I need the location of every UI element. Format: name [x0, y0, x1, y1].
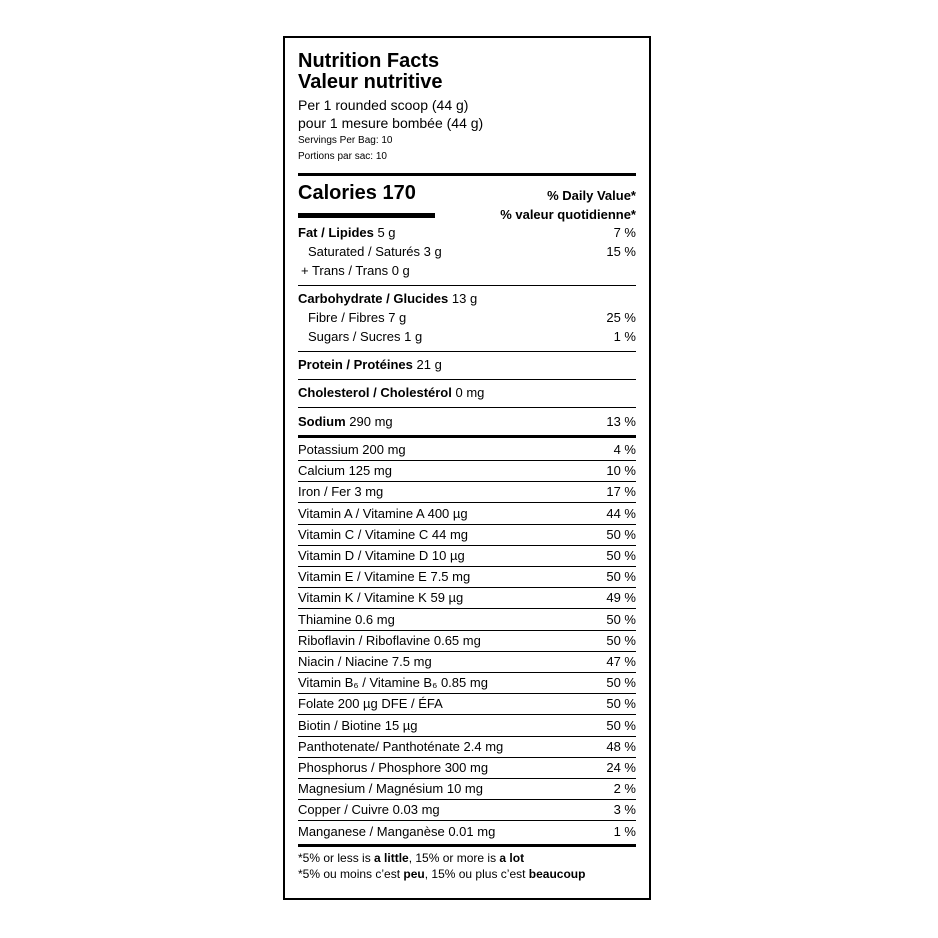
micronutrient-label: Vitamin D / Vitamine D 10 µg [298, 548, 465, 563]
saturated-row [298, 244, 636, 260]
micronutrient-label: Phosphorus / Phosphore 300 mg [298, 760, 489, 775]
micronutrient-percent: 49 % [606, 590, 636, 606]
micronutrient-label: Magnesium / Magnésium 10 mg [298, 781, 483, 797]
sugars-row [298, 329, 636, 345]
daily-value-english: % Daily Value* [547, 188, 636, 203]
micronutrient-percent: 50 % [606, 675, 636, 691]
fibre-percent: 25 % [606, 310, 636, 325]
fat-amount: 5 g [377, 225, 396, 240]
saturated-percent: 15 % [606, 244, 636, 259]
divider [298, 714, 636, 715]
trans-amount: 0 g [391, 263, 410, 278]
divider [298, 608, 636, 609]
micronutrient-label: Vitamin K / Vitamine K 59 µg [298, 590, 464, 606]
carbohydrate-amount: 13 g [451, 291, 478, 306]
serving-size-french: pour 1 mesure bombée (44 g) [298, 115, 484, 131]
sodium-row [298, 414, 636, 430]
cholesterol-row [298, 385, 636, 401]
servings-per-bag-english: Servings Per Bag: 10 [298, 135, 393, 146]
micronutrient-percent: 50 % [606, 632, 636, 648]
micronutrient-label: Manganese / Manganèse 0.01 mg [298, 823, 496, 839]
divider [298, 566, 636, 567]
divider [298, 778, 636, 779]
micronutrient-row [298, 506, 636, 522]
servings-per-bag-french: Portions par sac: 10 [298, 151, 387, 162]
fibre-row [298, 310, 636, 326]
micronutrient-percent: 47 % [606, 654, 636, 669]
micronutrient-row [298, 802, 636, 818]
micronutrient-row [298, 612, 636, 628]
micronutrient-percent: 17 % [606, 484, 636, 500]
micronutrient-row [298, 739, 636, 755]
sodium-label: Sodium [298, 414, 346, 429]
micronutrient-percent: 50 % [606, 569, 636, 585]
micronutrient-label: Calcium 125 mg [298, 463, 392, 479]
serving-size-english: Per 1 rounded scoop (44 g) [298, 97, 469, 113]
micronutrient-row [298, 590, 636, 606]
divider [298, 651, 636, 652]
daily-value-heading [500, 186, 636, 224]
micronutrient-label: Copper / Cuivre 0.03 mg [298, 802, 440, 818]
fat-percent: 7 % [613, 225, 636, 240]
micronutrient-label: Thiamine 0.6 mg [298, 611, 395, 627]
cholesterol-amount: 0 mg [455, 385, 485, 400]
divider [298, 630, 636, 631]
divider [298, 481, 636, 482]
micronutrient-label: Vitamin B₆ / Vitamine B₆ 0.85 mg [298, 675, 488, 691]
divider [298, 757, 636, 758]
micronutrient-label: Panthotenate/ Panthoténate 2.4 mg [298, 738, 504, 754]
title-french: Valeur nutritive [298, 71, 443, 93]
micronutrient-percent: 50 % [606, 548, 636, 563]
micronutrient-percent: 1 % [613, 823, 636, 839]
sugars-label: Sugars / Sucres [308, 329, 401, 344]
trans-label: + Trans / Trans [301, 263, 389, 278]
micronutrient-row [298, 548, 636, 564]
divider [298, 407, 636, 408]
micronutrient-percent: 48 % [606, 738, 636, 754]
footnote-french: *5% ou moins c’est peu, 15% ou plus c’est beaucoup [298, 867, 586, 881]
saturated-label: Saturated / Saturés [308, 244, 421, 259]
micronutrient-label: Potassium 200 mg [298, 442, 406, 457]
micronutrient-row [298, 569, 636, 585]
title-english: Nutrition Facts [298, 50, 440, 72]
thick-rule-bottom [298, 844, 636, 847]
micronutrient-row [298, 484, 636, 500]
micronutrient-row [298, 824, 636, 840]
divider [298, 587, 636, 588]
calories-label: Calories [298, 182, 377, 204]
micronutrient-row [298, 781, 636, 797]
micronutrient-label: Vitamin E / Vitamine E 7.5 mg [298, 569, 471, 585]
micronutrient-label: Vitamin A / Vitamine A 400 µg [298, 505, 468, 521]
micronutrient-percent: 44 % [606, 505, 636, 521]
micronutrient-row [298, 654, 636, 670]
divider [298, 736, 636, 737]
calories-value: 170 [382, 182, 416, 204]
micronutrient-row [298, 463, 636, 479]
micronutrient-percent: 4 % [613, 442, 636, 457]
micronutrient-label: Iron / Fer 3 mg [298, 484, 384, 500]
micronutrient-row [298, 675, 636, 691]
micronutrient-percent: 50 % [606, 717, 636, 733]
sodium-percent: 13 % [606, 414, 636, 429]
fibre-amount: 7 g [388, 310, 407, 325]
sugars-percent: 1 % [613, 329, 636, 344]
micronutrient-percent: 50 % [606, 611, 636, 627]
sugars-amount: 1 g [404, 329, 423, 344]
micronutrient-row [298, 442, 636, 458]
divider [298, 351, 636, 352]
divider [298, 379, 636, 380]
micronutrient-label: Riboflavin / Riboflavine 0.65 mg [298, 632, 481, 648]
micronutrient-percent: 50 % [606, 696, 636, 712]
micronutrient-percent: 10 % [606, 463, 636, 479]
divider [298, 693, 636, 694]
micronutrient-percent: 2 % [613, 781, 636, 797]
calories-underline [298, 213, 435, 218]
micronutrient-label: Biotin / Biotine 15 µg [298, 717, 418, 733]
protein-amount: 21 g [416, 357, 442, 372]
divider [298, 285, 636, 286]
daily-value-french: % valeur quotidienne* [500, 207, 636, 222]
micronutrient-label: Niacin / Niacine 7.5 mg [298, 654, 432, 669]
calories-heading [298, 182, 416, 205]
saturated-amount: 3 g [423, 244, 442, 259]
carbohydrate-row [298, 291, 636, 307]
fibre-label: Fibre / Fibres [308, 310, 385, 325]
footnote-english: *5% or less is a little, 15% or more is a lot [298, 851, 525, 865]
divider [298, 524, 636, 525]
cholesterol-label: Cholesterol / Cholestérol [298, 385, 452, 400]
carbohydrate-label: Carbohydrate / Glucides [298, 291, 449, 306]
micronutrient-percent: 3 % [613, 802, 636, 818]
thick-rule-top [298, 173, 636, 176]
micronutrient-row [298, 696, 636, 712]
micronutrient-row [298, 527, 636, 543]
micronutrient-row [298, 718, 636, 734]
nutrition-facts-label [283, 36, 651, 900]
trans-row [298, 263, 636, 279]
micronutrient-percent: 24 % [606, 760, 636, 775]
divider [298, 672, 636, 673]
divider [298, 502, 636, 503]
divider [298, 799, 636, 800]
micronutrient-label: Folate 200 µg DFE / ÉFA [298, 696, 443, 712]
divider [298, 545, 636, 546]
divider [298, 460, 636, 461]
protein-row [298, 357, 636, 373]
protein-label: Protein / Protéines [298, 357, 413, 372]
micronutrient-percent: 50 % [606, 526, 636, 542]
fat-label: Fat / Lipides [298, 225, 374, 240]
thick-rule-middle [298, 435, 636, 438]
fat-row [298, 225, 636, 241]
divider [298, 820, 636, 821]
micronutrient-row [298, 760, 636, 776]
micronutrient-row [298, 633, 636, 649]
micronutrient-label: Vitamin C / Vitamine C 44 mg [298, 526, 469, 542]
sodium-amount: 290 mg [349, 414, 393, 429]
